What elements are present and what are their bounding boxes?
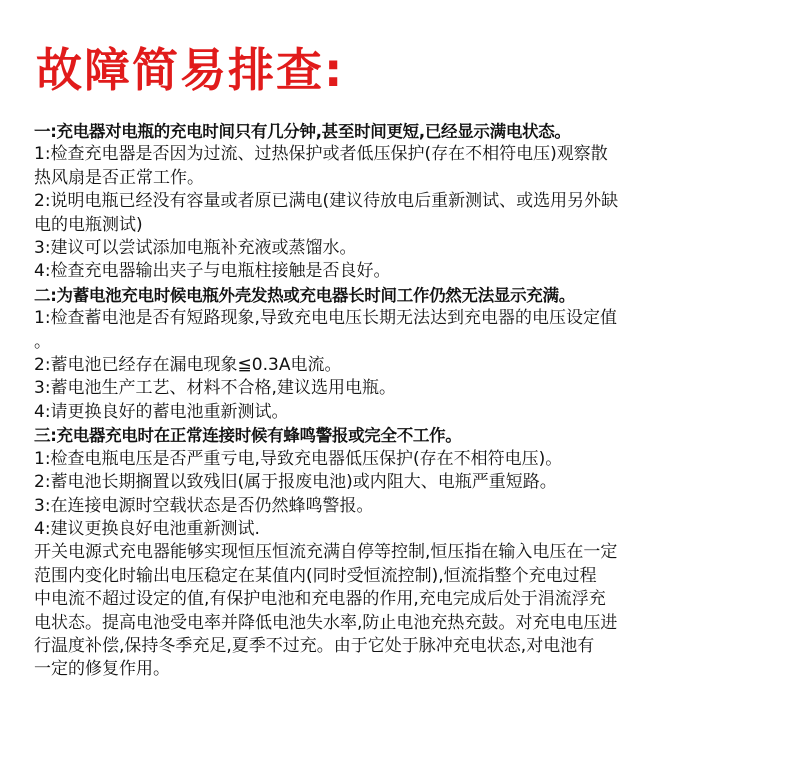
list-item: 2:蓄电池长期搁置以致残旧(属于报废电池)或内阻大、电瓶严重短路。 (34, 472, 557, 493)
list-item: 4:请更换良好的蓄电池重新测试。 (34, 401, 289, 422)
list-item: 1:检查充电器是否因为过流、过热保护或者低压保护(存在不相符电压)观察散 (34, 144, 608, 165)
list-item: 4:建议更换良好电池重新测试. (34, 518, 260, 539)
page-title: 故障简易排查: (36, 43, 345, 97)
list-item: 热风扇是否正常工作。 (34, 167, 204, 188)
paragraph-line: 行温度补偿,保持冬季充足,夏季不过充。由于它处于脉冲充电状态,对电池有 (34, 635, 595, 656)
paragraph-line: 中电流不超过设定的值,有保护电池和充电器的作用,充电完成后处于涓流浮充 (34, 589, 606, 610)
paragraph-line: 范围内变化时输出电压稳定在某值内(同时受恒流控制),恒流指整个充电过程 (34, 565, 597, 586)
section-heading: 二:为蓄电池充电时候电瓶外壳发热或充电器长时间工作仍然无法显示充满。 (34, 285, 575, 305)
list-item: 1:检查蓄电池是否有短路现象,导致充电电压长期无法达到充电器的电压设定值 (34, 308, 617, 329)
list-item: 3:在连接电源时空载状态是否仍然蜂鸣警报。 (34, 495, 374, 516)
troubleshooting-content (34, 120, 764, 682)
paragraph-line: 开关电源式充电器能够实现恒压恒流充满自停等控制,恒压指在输入电压在一定 (34, 542, 618, 563)
paragraph-line: 一定的修复作用。 (34, 659, 170, 680)
list-item: 1:检查电瓶电压是否严重亏电,导致充电器低压保护(存在不相符电压)。 (34, 448, 563, 469)
list-item: 。 (34, 331, 51, 352)
list-item: 4:检查充电器输出夹子与电瓶柱接触是否良好。 (34, 261, 391, 282)
paragraph-line: 电状态。提高电池受电率并降低电池失水率,防止电池充热充鼓。对充电电压进 (34, 612, 618, 633)
list-item: 2:蓄电池已经存在漏电现象≦0.3A电流。 (34, 355, 342, 376)
list-item: 电的电瓶测试) (34, 214, 143, 235)
list-item: 3:建议可以尝试添加电瓶补充液或蒸馏水。 (34, 238, 357, 259)
section-heading: 三:充电器充电时在正常连接时候有蜂鸣警报或完全不工作。 (34, 426, 462, 446)
list-item: 3:蓄电池生产工艺、材料不合格,建议选用电瓶。 (34, 378, 396, 399)
section-heading: 一:充电器对电瓶的充电时间只有几分钟,甚至时间更短,已经显示满电状态。 (34, 122, 571, 141)
list-item: 2:说明电瓶已经没有容量或者原已满电(建议待放电后重新测试、或选用另外缺 (34, 191, 619, 212)
